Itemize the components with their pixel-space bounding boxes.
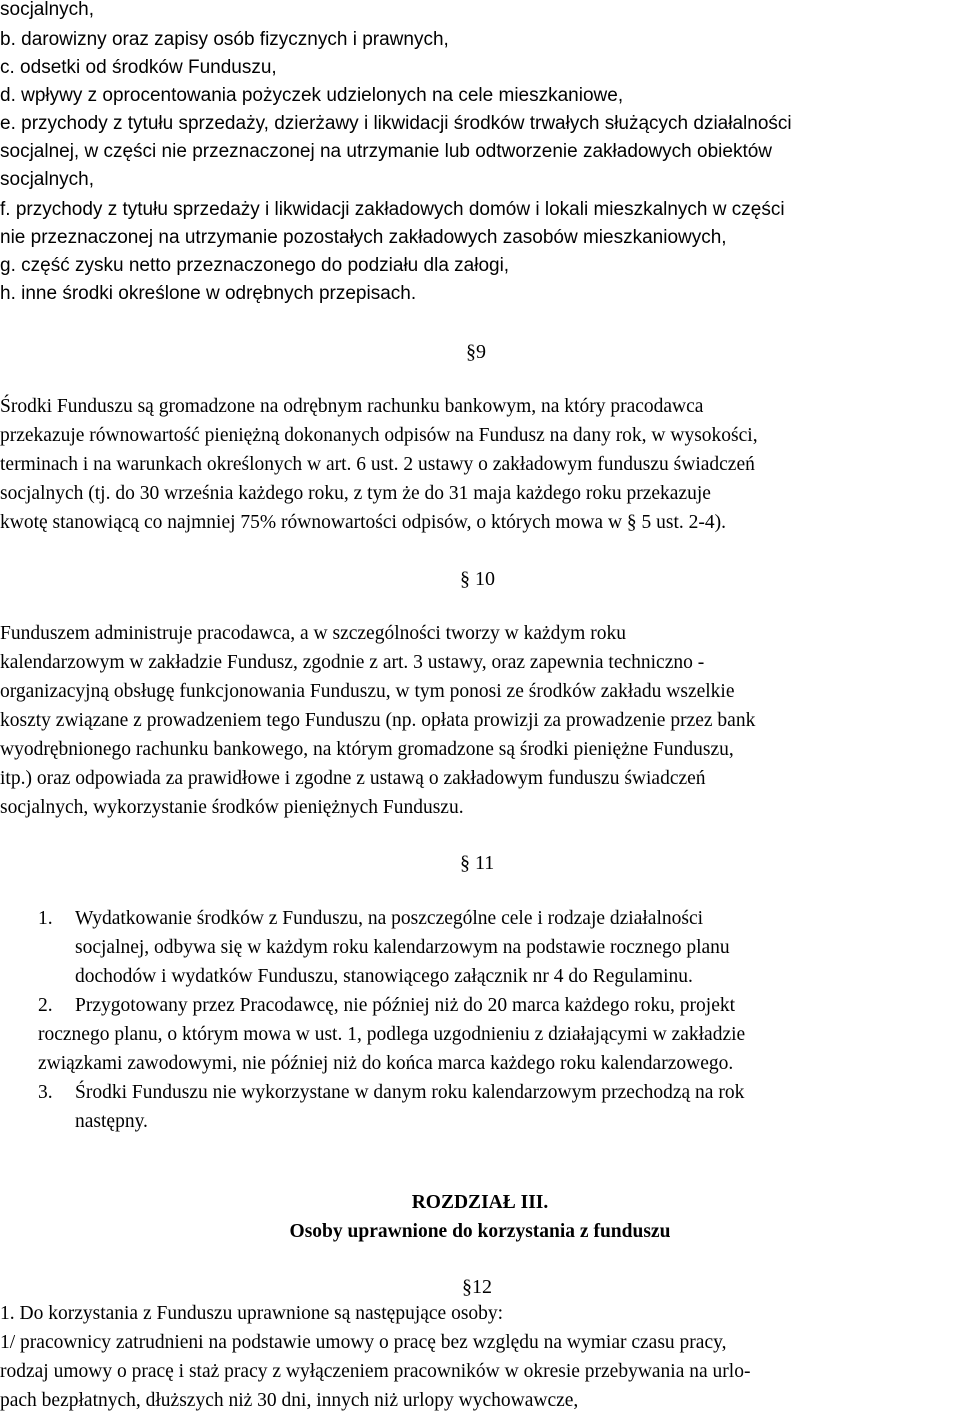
list-item: b. darowizny oraz zapisy osób fizycznych i prawnych,	[0, 29, 449, 50]
section-heading: § 11	[460, 852, 495, 874]
paragraph-line: przekazuje równowartość pieniężną dokonanych odpisów na Fundusz na dany rok, w wysokości,	[0, 425, 758, 446]
section-heading: §12	[462, 1276, 492, 1298]
list-item: f. przychody z tytułu sprzedaży i likwidacji zakładowych domów i lokali mieszkalnych w części	[0, 199, 785, 220]
paragraph-line: kalendarzowym w zakładzie Fundusz, zgodnie z art. 3 ustawy, oraz zapewnia techniczno -	[0, 652, 705, 673]
section-heading: §9	[466, 341, 486, 363]
paragraph-line: organizacyjną obsługę funkcjonowania Funduszu, w tym ponosi ze środków zakładu wszelkie	[0, 681, 735, 702]
paragraph-line: pach bezpłatnych, dłuższych niż 30 dni, innych niż urlopy wychowawcze,	[0, 1390, 579, 1411]
list-item-line: dochodów i wydatków Funduszu, stanowiącego załącznik nr 4 do Regulaminu.	[75, 966, 693, 987]
paragraph-line: 1/ pracownicy zatrudnieni na podstawie umowy o pracę bez względu na wymiar czasu pracy,	[0, 1332, 727, 1353]
list-item: Środki Funduszu nie wykorzystane w danym roku kalendarzowym przechodzą na rok	[75, 1082, 745, 1103]
list-item: c. odsetki od środków Funduszu,	[0, 57, 277, 78]
list-item: d. wpływy z oprocentowania pożyczek udzielonych na cele mieszkaniowe,	[0, 85, 624, 106]
paragraph-line: rodzaj umowy o pracę i staż pracy z wyłączeniem pracowników w okresie przebywania na urlo-	[0, 1361, 751, 1382]
list-item-line: socjalnej, odbywa się w każdym roku kalendarzowym na podstawie rocznego planu	[75, 937, 730, 958]
paragraph-line: Środki Funduszu są gromadzone na odrębnym rachunku bankowym, na który pracodawca	[0, 396, 704, 417]
paragraph-line: Funduszem administruje pracodawca, a w szczególności tworzy w każdym roku	[0, 623, 626, 644]
list-number: 2.	[38, 995, 53, 1016]
list-item: h. inne środki określone w odrębnych przepisach.	[0, 283, 417, 304]
text-line: nie przeznaczonej na utrzymanie pozostałych zakładowych zasobów mieszkaniowych,	[0, 227, 727, 248]
section-heading: § 10	[460, 568, 495, 590]
list-number: 1.	[38, 908, 53, 929]
list-item-line: następny.	[75, 1111, 148, 1132]
paragraph-line: 1. Do korzystania z Funduszu uprawnione są następujące osoby:	[0, 1303, 504, 1324]
list-number: 3.	[38, 1082, 53, 1103]
chapter-subtitle: Osoby uprawnione do korzystania z funduszu	[289, 1221, 671, 1242]
list-item: Przygotowany przez Pracodawcę, nie później niż do 20 marca każdego roku, projekt	[75, 995, 736, 1016]
list-item-line: związkami zawodowymi, nie później niż do końca marca każdego roku kalendarzowego.	[38, 1053, 734, 1074]
paragraph-line: kwotę stanowiącą co najmniej 75% równowartości odpisów, o których mowa w § 5 ust. 2-4).	[0, 512, 727, 533]
list-item-line: rocznego planu, o którym mowa w ust. 1, podlega uzgodnieniu z działającymi w zakładzie	[38, 1024, 746, 1045]
paragraph-line: socjalnych, wykorzystanie środków pieniężnych Funduszu.	[0, 797, 464, 818]
text-line: socjalnych,	[0, 0, 94, 20]
list-item: g. część zysku netto przeznaczonego do podziału dla załogi,	[0, 255, 510, 276]
list-item: Wydatkowanie środków z Funduszu, na poszczególne cele i rodzaje działalności	[75, 908, 704, 929]
paragraph-line: itp.) oraz odpowiada za prawidłowe i zgodne z ustawą o zakładowym funduszu świadczeń	[0, 768, 706, 789]
paragraph-line: terminach i na warunkach określonych w art. 6 ust. 2 ustawy o zakładowym funduszu świadczeń	[0, 454, 755, 475]
paragraph-line: wyodrębnionego rachunku bankowego, na którym gromadzone są środki pieniężne Funduszu,	[0, 739, 734, 760]
paragraph-line: koszty związane z prowadzeniem tego Funduszu (np. opłata prowizji za prowadzenie przez bank	[0, 710, 756, 731]
chapter-title: ROZDZIAŁ III.	[411, 1192, 549, 1213]
text-line: socjalnej, w części nie przeznaczonej na utrzymanie lub odtworzenie zakładowych obiektów	[0, 141, 773, 162]
paragraph-line: socjalnych (tj. do 30 września każdego roku, z tym że do 31 maja każdego roku przekazuje	[0, 483, 711, 504]
list-item: e. przychody z tytułu sprzedaży, dzierżawy i likwidacji środków trwałych służących działalności	[0, 113, 792, 134]
text-line: socjalnych,	[0, 169, 94, 190]
